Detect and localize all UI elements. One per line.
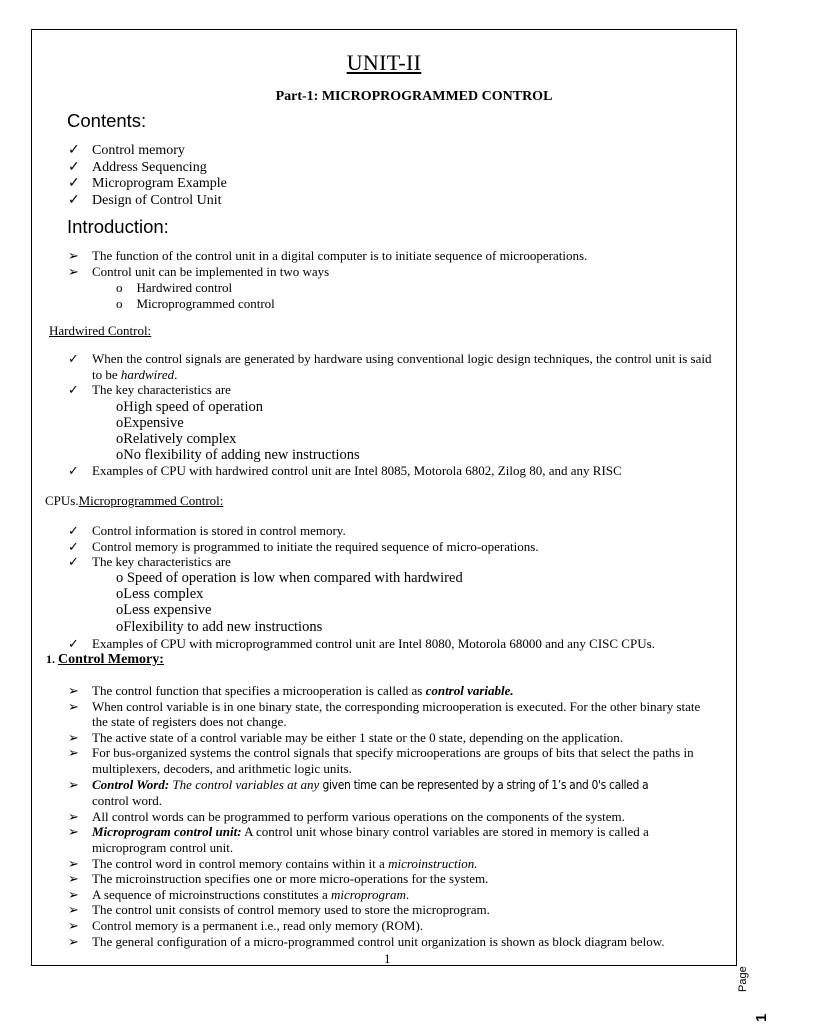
list-item: ➢ Control unit can be implemented in two ways — [68, 263, 330, 279]
circle-bullet-icon: o — [116, 431, 124, 447]
control-memory-heading: Control Memory: — [58, 652, 164, 667]
checkmark-icon: ✓ — [68, 538, 79, 554]
introduction-list — [68, 248, 708, 279]
list-item: ➢ All control words can be programmed to perform various operations on the components of the system. — [68, 808, 625, 824]
arrow-bullet-icon: ➢ — [68, 902, 79, 918]
page-side-number: 1 — [753, 1013, 770, 1022]
hardwired-char-3: oRelatively complex — [116, 431, 237, 447]
arrow-bullet-icon: ➢ — [68, 933, 79, 949]
page-label: Page — [737, 966, 749, 992]
arrow-bullet-icon: ➢ — [68, 917, 79, 933]
microprogrammed-heading: Microprogrammed Control: — [78, 493, 224, 508]
hardwired-char-1: oHigh speed of operation — [116, 399, 263, 415]
list-item: ➢ The active state of a control variable may be either 1 state or the 0 state, depending on the application. — [68, 729, 623, 745]
checkmark-icon: ✓ — [68, 636, 79, 651]
page-side-label — [734, 962, 768, 1024]
micro-char-3: oLess expensive — [116, 602, 212, 618]
circle-bullet-icon: o — [116, 586, 124, 602]
microprogrammed-list — [68, 523, 728, 570]
microprogrammed-heading-line: CPUs.Microprogrammed Control: — [45, 493, 224, 508]
arrow-bullet-icon: ➢ — [68, 698, 79, 714]
list-item: ✓ Control memory — [68, 143, 185, 158]
checkmark-icon: ✓ — [68, 351, 79, 366]
sub-item-hardwired: o Hardwired control — [116, 280, 233, 295]
list-item: ➢ For bus-organized systems the control signals that specify microoperations are groups of bits that select the paths in multiplexers, decoders, and arithmetic logic units. — [68, 745, 694, 776]
arrow-bullet-icon: ➢ — [68, 729, 79, 745]
circle-bullet-icon: o — [116, 296, 123, 311]
list-item: ✓ Examples of CPU with hardwired control unit are Intel 8085, Motorola 6802, Zilog 80, and any RISC — [68, 463, 622, 478]
circle-bullet-icon: o — [116, 602, 124, 618]
unit-title: UNIT-II — [346, 50, 422, 75]
circle-bullet-icon: o — [116, 570, 124, 586]
circle-bullet-icon: o — [116, 619, 124, 635]
checkmark-icon: ✓ — [68, 463, 79, 478]
list-item: ✓ Control information is stored in control memory. — [68, 523, 346, 538]
page-number: 1 — [384, 951, 391, 966]
list-item: ➢ The control unit consists of control memory used to store the microprogram. — [68, 902, 490, 918]
list-item: ➢ The microinstruction specifies one or more micro-operations for the system. — [68, 871, 489, 887]
checkmark-icon: ✓ — [68, 176, 80, 192]
arrow-bullet-icon: ➢ — [68, 248, 79, 263]
circle-bullet-icon: o — [116, 415, 124, 431]
arrow-bullet-icon: ➢ — [68, 871, 79, 887]
list-item: ✓ Design of Control Unit — [68, 192, 222, 208]
section-number: 1. — [46, 652, 55, 666]
control-memory-list — [68, 683, 714, 949]
checkmark-icon: ✓ — [68, 192, 80, 208]
hardwired-char-2: oExpensive — [116, 415, 184, 431]
list-item: ➢ The general configuration of a micro-programmed control unit organization is shown as block diagram below. — [68, 933, 665, 949]
checkmark-icon: ✓ — [68, 159, 80, 175]
hardwired-char-4: oNo flexibility of adding new instructions — [116, 447, 360, 463]
micro-char-1: o Speed of operation is low when compared with hardwired — [116, 570, 463, 586]
checkmark-icon: ✓ — [68, 382, 79, 398]
arrow-bullet-icon: ➢ — [68, 745, 79, 761]
micro-char-2: oLess complex — [116, 586, 204, 602]
list-item: ➢ Control memory is a permanent i.e., read only memory (ROM). — [68, 917, 424, 933]
list-item: ✓ Control memory is programmed to initiate the required sequence of micro-operations. — [68, 538, 539, 554]
micro-char-4: oFlexibility to add new instructions — [116, 619, 323, 635]
sub-item-microprogrammed: o Microprogrammed control — [116, 296, 275, 311]
introduction-heading: Introduction: — [67, 216, 169, 237]
list-item: ➢ When control variable is in one binary state, the corresponding microoperation is executed. For the other binary state the state of registers does not change. — [68, 698, 701, 730]
checkmark-icon: ✓ — [68, 554, 79, 570]
microprogrammed-examples — [68, 636, 728, 652]
arrow-bullet-icon: ➢ — [68, 683, 79, 698]
circle-bullet-icon: o — [116, 447, 124, 463]
list-item: ➢ Control Word: The control variables at any given time can be represented by a string of 1’s and 0's called a control word. — [68, 776, 649, 809]
list-item: ✓ Microprogram Example — [68, 176, 227, 192]
checkmark-icon: ✓ — [68, 523, 79, 538]
list-item: ✓ Examples of CPU with microprogrammed control unit are Intel 8080, Motorola 68000 and any CISC CPUs. — [68, 636, 655, 651]
list-item: ✓ The key characteristics are — [68, 554, 231, 570]
arrow-bullet-icon: ➢ — [68, 886, 79, 902]
list-item: ➢ A sequence of microinstructions constitutes a microprogram. — [68, 886, 410, 902]
arrow-bullet-icon: ➢ — [68, 776, 79, 792]
contents-heading: Contents: — [67, 110, 147, 131]
hardwired-list — [68, 351, 712, 398]
hardwired-heading: Hardwired Control: — [49, 323, 152, 338]
circle-bullet-icon: o — [116, 280, 123, 295]
arrow-bullet-icon: ➢ — [68, 808, 79, 824]
part-title: Part-1: MICROPROGRAMMED CONTROL — [275, 89, 553, 104]
control-memory-heading-line — [46, 652, 164, 668]
checkmark-icon: ✓ — [68, 143, 80, 158]
list-item: ➢ The function of the control unit in a digital computer is to initiate sequence of microoperations. — [68, 248, 588, 263]
arrow-bullet-icon: ➢ — [68, 263, 79, 279]
list-item: ➢ Microprogram control unit: A control unit whose binary control variables are stored in memory is called a microprogram control unit. — [68, 824, 649, 855]
list-item: ➢ The control function that specifies a microoperation is called as control variable. — [68, 683, 514, 698]
contents-list — [68, 143, 368, 209]
list-item: ✓ When the control signals are generated by hardware using conventional logic design techniques, the control unit is said to be hardwired. — [68, 351, 712, 382]
arrow-bullet-icon: ➢ — [68, 855, 79, 871]
circle-bullet-icon: o — [116, 399, 124, 415]
list-item: ✓ The key characteristics are — [68, 382, 231, 398]
list-item: ✓ Address Sequencing — [68, 159, 207, 175]
list-item: ➢ The control word in control memory contains within it a microinstruction. — [68, 855, 478, 871]
hardwired-examples — [68, 463, 728, 479]
arrow-bullet-icon: ➢ — [68, 824, 79, 840]
